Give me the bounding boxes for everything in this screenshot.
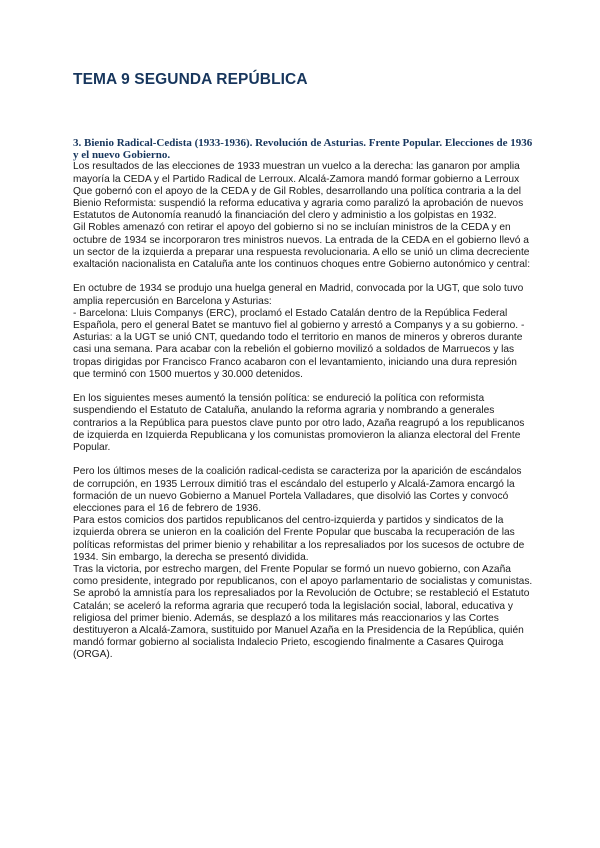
document-body [73, 137, 533, 662]
paragraph-amnesty: Se aprobó la amnistía para los represaliados por la Revolución de Octubre; se restableció el Estatuto Catalán; se aceleró la reforma agraria que recuperó toda la legislación social, laboral, educativa y religiosa del primer bienio. Además, se desplazó a los militares más reaccionarios y las Cortes destituyeron a Alcalá-Zamora, sustituido por Manuel Azaña en la Presidencia de la República, quién mandó formar gobierno al socialista Indalecio Prieto, escogiendo finalmente a Casares Quiroga (ORGA). [73, 588, 530, 661]
paragraph-frente-popular: Para estos comicios dos partidos republicanos del centro-izquierda y partidos y sindicatos de la izquierda obrera se unieron en la coalición del Frente Popular que buscaba la recuperación de las políticas reformistas del primer bienio y rehabilitar a los represaliados por los sucesos de octubre de 1934. Sin embargo, la derecha se presentó dividida. [73, 515, 525, 563]
paragraph-gap [73, 454, 533, 466]
paragraph-ceda-entry: Gil Robles amenazó con retirar el apoyo del gobierno si no se incluían ministros de la CEDA y en octubre de 1934 se incorporaron tres ministros nuevos. La entrada de la CEDA en el gobierno llevó a un sector de la izquierda a preparar una respuesta revolucionaria. A ello se unió un clima decreciente exaltación nacionalista en Cataluña ante los continuos choques entre Gobierno autonómico y central: [73, 222, 531, 271]
paragraph-elections-1933: Los resultados de las elecciones de 1933 muestran un vuelco a la derecha: las ganaron por amplia mayoría la CEDA y el Partido Radical de Lerroux. Alcalá-Zamora mandó formar gobierno a Lerroux Que gobernó con el apoyo de la CEDA y de Gil Robles, desarrollando una política contraria a la del Bienio Reformista: suspendió la reforma educativa y agraria como paralizó la aprobación de nuevos Estatutos de Autonomía reanudó la financiación del clero y administio a los golpistas en 1932. [73, 161, 524, 222]
paragraph-gap [73, 381, 533, 393]
paragraph-political-tension: En los siguientes meses aumentó la tensión política: se endureció la política con reformista suspendiendo el Estatuto de Cataluña, anulando la reforma agraria y nombrando a generales contrarios a la República para puestos clave punto por otro lado, Azaña reagrupó a los republicanos de izquierda en Izquierda Republicana y los comunistas promovieron la alianza electoral del Frente Popular. [73, 393, 525, 454]
paragraph-victory: Tras la victoria, por estrecho margen, del Frente Popular se formó un nuevo gobierno, con Azaña como presidente, integrado por republicanos, con el apoyo parlamentario de socialistas y comunistas. [73, 564, 533, 588]
paragraph-corruption: Pero los últimos meses de la coalición radical-cedista se caracteriza por la aparición de escándalos de corrupción, en 1935 Lerroux dimitió tras el escándalo del estuperlo y Alcalá-Zamora encargó la formación de un nuevo Gobierno a Manuel Portela Valladares, que disolvió las Cortes y convocó elecciones para el 16 de febrero de 1936. [73, 466, 522, 515]
section-heading: 3. Bienio Radical-Cedista (1933-1936). Revolución de Asturias. Frente Popular. Elecciones de 1936 y el nuevo Gobierno. [73, 137, 533, 162]
paragraph-gap [73, 271, 533, 283]
paragraph-general-strike: En octubre de 1934 se produjo una huelga general en Madrid, convocada por la UGT, que solo tuvo amplia repercusión en Barcelona y Asturias: [73, 283, 524, 307]
page-title: TEMA 9 SEGUNDA REPÚBLICA [73, 71, 308, 88]
paragraph-barcelona-asturias: - Barcelona: Lluis Companys (ERC), proclamó el Estado Catalán dentro de la República Federal Española, pero el general Batet se mantuvo fiel al gobierno y arrestó a Companys y a su gobierno. -Asturias: a la UGT se unió CNT, quedando todo el territorio en manos de mineros y obreros durante casi una semana. Para acabar con la rebelión el gobierno movilizó a soldados de Marruecos y las tropas dirigidas por Francisco Franco acabaron con el levantamiento, iniciando una dura represión que terminó con 1500 muertos y 30.000 detenidos. [73, 307, 525, 380]
